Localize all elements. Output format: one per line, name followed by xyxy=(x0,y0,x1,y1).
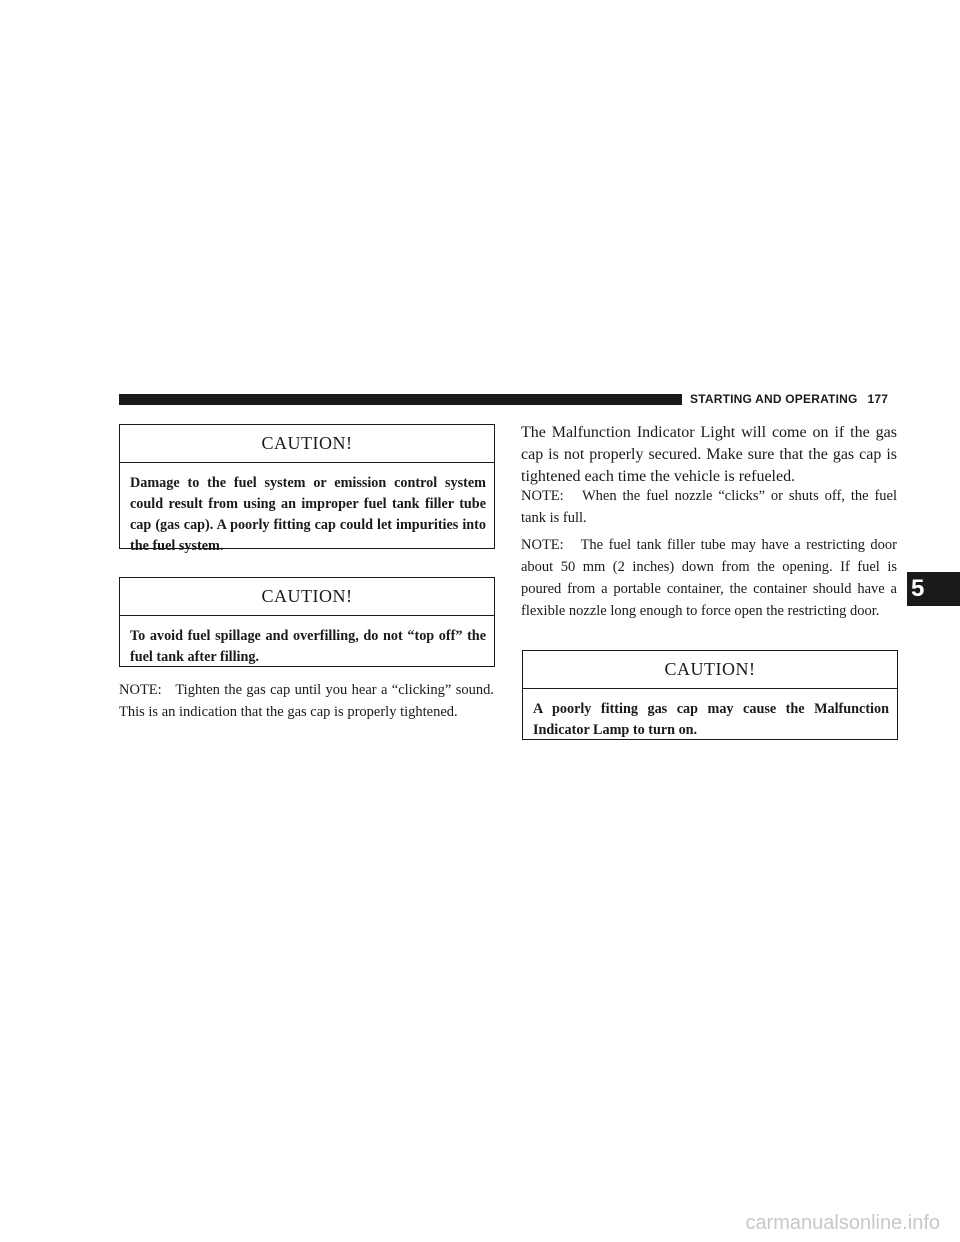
caution-title: CAUTION! xyxy=(120,578,494,616)
page-number: 177 xyxy=(867,392,889,406)
malfunction-indicator-paragraph: The Malfunction Indicator Light will come on if the gas cap is not properly secured. Make sure that the gas cap is tightened each time the vehicle is refueled. xyxy=(521,424,897,485)
note-text: When the fuel nozzle “clicks” or shuts off, the fuel tank is full. xyxy=(521,488,897,526)
caution-title: CAUTION! xyxy=(120,425,494,463)
caution-box-indicator-lamp xyxy=(522,650,898,740)
caution-body: Damage to the fuel system or emission control system could result from using an improper fuel tank filler tube cap (gas cap). A poorly fitting cap could let impurities into the fuel system. xyxy=(130,475,486,554)
note-text: Tighten the gas cap until you hear a “clicking” sound. This is an indication that the gas cap is properly tightened. xyxy=(119,682,495,720)
caution-body: To avoid fuel spillage and overfilling, do not “top off” the fuel tank after filling. xyxy=(130,628,486,665)
note-text: The fuel tank filler tube may have a restricting door about 50 mm (2 inches) down from the opening. If fuel is poured from a portable container, the container should have a flexible nozzle long enough to force open the restricting door. xyxy=(521,537,897,619)
note-label: NOTE: xyxy=(119,682,162,698)
note-gas-cap-click xyxy=(119,679,494,723)
note-nozzle-clicks xyxy=(521,485,897,529)
section-tab: 5 xyxy=(907,572,960,606)
running-header xyxy=(690,392,888,406)
note-restricting-door xyxy=(521,534,897,622)
note-label: NOTE: xyxy=(521,488,564,504)
header-rule xyxy=(119,394,682,405)
caution-title: CAUTION! xyxy=(523,651,897,689)
watermark: carmanualsonline.info xyxy=(745,1212,940,1234)
caution-body: A poorly fitting gas cap may cause the Malfunction Indicator Lamp to turn on. xyxy=(533,701,889,738)
note-label: NOTE: xyxy=(521,537,564,553)
caution-box-overfill xyxy=(119,577,495,667)
section-title: STARTING AND OPERATING xyxy=(690,392,858,406)
caution-box-fuel-cap xyxy=(119,424,495,554)
